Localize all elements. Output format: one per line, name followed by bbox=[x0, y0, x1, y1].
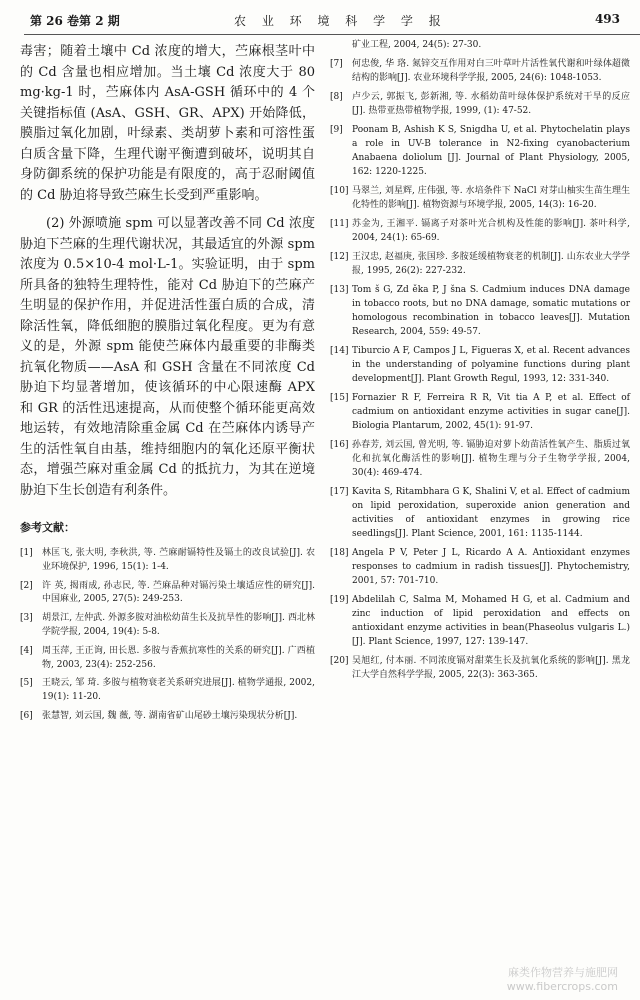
reference-text: 周玉萍, 王正询, 田长恩. 多胺与香蕉抗寒性的关系的研究[J]. 广西植物, 2003, 23(4): 252-256. bbox=[42, 645, 315, 670]
reference-number: [1] bbox=[20, 548, 33, 558]
reference-item bbox=[330, 250, 630, 278]
reference-item bbox=[330, 593, 630, 649]
reference-number: [15] bbox=[330, 393, 349, 403]
reference-item bbox=[330, 184, 630, 212]
reference-item bbox=[330, 123, 630, 179]
reference-text: Tiburcio A F, Campos J L, Figueras X, et al. Recent advances in the understanding of polyamine functions during plant development[J]. Plant Growth Regul, 1993, 12: 331-340. bbox=[352, 346, 630, 384]
reference-number: [11] bbox=[330, 219, 349, 229]
reference-item bbox=[330, 38, 630, 52]
reference-text: 王晓云, 邹 琦. 多胺与植物衰老关系研究进展[J]. 植物学通报, 2002, 19(1): 11-20. bbox=[42, 678, 315, 703]
reference-number: [7] bbox=[330, 59, 343, 69]
reference-text: Abdelilah C, Salma M, Mohamed H G, et al. Cadmium and zinc induction of lipid peroxidation and effects on antioxidant enzyme activities in bean(Phaseolus vulgaris L.)[J]. Plant Science, 1997, 127: 139-147. bbox=[352, 595, 630, 647]
reference-number: [9] bbox=[330, 125, 343, 135]
reference-item bbox=[330, 57, 630, 85]
reference-item bbox=[330, 283, 630, 339]
reference-item bbox=[20, 645, 315, 673]
header-rule bbox=[24, 34, 640, 35]
references-heading: 参考文献： bbox=[20, 521, 75, 534]
reference-number: [17] bbox=[330, 487, 349, 497]
reference-text: 矿业工程, 2004, 24(5): 27-30. bbox=[352, 40, 482, 50]
reference-text: 张慧智, 刘云国, 魏 薇, 等. 湖南省矿山尾砂土壤污染现状分析[J]. bbox=[42, 710, 298, 721]
left-column bbox=[20, 42, 315, 729]
reference-number: [6] bbox=[20, 710, 33, 721]
volume-issue: 第 26 卷第 2 期 bbox=[30, 14, 120, 28]
reference-item bbox=[330, 344, 630, 386]
conclusion-paragraph-1: 毒害；随着土壤中 Cd 浓度的增大，苎麻根茎叶中的 Cd 含量也相应增加。当土壤 Cd 浓度大于 80 mg·kg-1 时，苎麻体内 AsA-GSH 循环中的 4 个关键指标值 (AsA、GSH、GR、APX) 开始降低，膜脂过氧化加剧，叶绿素、类胡萝卜素和可溶性蛋白质含量下降，生理代谢平衡遭到破坏，说明其自身防御系统的保护功能是有限度的，高于忍耐阈值的 Cd 胁迫将导致苎麻生长受到严重影响。 bbox=[20, 44, 315, 203]
reference-item bbox=[330, 90, 630, 118]
page-header bbox=[24, 10, 620, 28]
reference-text: Angela P V, Peter J L, Ricardo A A. Antioxidant enzymes responses to cadmium in radish tissues[J]. Phytochemistry, 2001, 57: 701-710. bbox=[352, 548, 630, 586]
page-number: 493 bbox=[594, 12, 620, 26]
references-list-left bbox=[20, 547, 315, 724]
references-list-right bbox=[330, 38, 630, 682]
reference-text: Kavita S, Ritambhara G K, Shalini V, et al. Effect of cadmium on lipid peroxidation, superoxide anion generation and activities of antioxidant enzymes in growing rice seedlings[J]. Plant Science, 2001, 161: 1135-1144. bbox=[352, 487, 630, 539]
reference-number bbox=[330, 38, 352, 52]
reference-number: [3] bbox=[20, 613, 33, 624]
reference-number: [5] bbox=[20, 678, 33, 689]
reference-number: [20] bbox=[330, 656, 349, 666]
reference-number: [12] bbox=[330, 252, 349, 262]
reference-item bbox=[20, 612, 315, 640]
reference-number: [2] bbox=[20, 580, 33, 591]
reference-number: [14] bbox=[330, 346, 349, 356]
reference-text: Tom š G, Zd ěka P, J šna S. Cadmium induces DNA damage in tobacco roots, but no DNA damage, somatic mutations or homologous recombination in tobacco leaves[J]. Mutation Research, 2004, 559: 49-57. bbox=[352, 285, 630, 337]
reference-text: 胡景江, 左仲武. 外源多胺对油松幼苗生长及抗旱性的影响[J]. 西北林学院学报, 2004, 19(4): 5-8. bbox=[42, 613, 315, 637]
reference-item bbox=[330, 546, 630, 588]
reference-text: 许 英, 揭雨成, 孙志民, 等. 苎麻品种对镉污染土壤适应性的研究[J]. 中国麻业, 2005, 27(5): 249-253. bbox=[42, 580, 315, 605]
reference-number: [16] bbox=[330, 440, 349, 450]
conclusion-paragraph-2: (2) 外源喷施 spm 可以显著改善不同 Cd 浓度胁迫下苎麻的生理代谢状况，其最适宜的外源 spm 浓度为 0.5×10-4 mol·L-1。实验证明，由于 spm 所具备的独特生理特性，能对 Cd 胁迫下的苎麻产生明显的保护作用，并促进活性蛋白质的合成，清除活性氧，降低细胞的膜脂过氧化程度。更为有意义的是，外源 spm 能使苎麻体内最重要的非酶类抗氧化物质——AsA 和 GSH 含量在不同浓度 Cd 胁迫下均显著增加，使该循环的中心限速酶 APX 和 GR 的活性迅速提高，从而使整个循环能更高效地运转，有效地清除重金属 Cd 在苎麻体内诱导产生的活性氧自由基，维持细胞内的氧化还原平衡状态，增强苎麻对重金属 Cd 的抵抗力，为其在逆境胁迫下生长创造有利条件。 bbox=[20, 216, 315, 498]
reference-number: [13] bbox=[330, 285, 349, 295]
reference-text: 吴旭红, 付本丽. 不同浓度镉对甜菜生长及抗氧化系统的影响[J]. 黑龙江大学自然科学学报, 2005, 22(3): 363-365. bbox=[352, 656, 630, 680]
reference-item bbox=[330, 485, 630, 541]
reference-text: 卢少云, 郭振飞, 彭新湘, 等. 水稻幼苗叶绿体保护系统对干旱的反应[J]. 热带亚热带植物学报, 1999, (1): 47-52. bbox=[352, 92, 630, 116]
reference-item bbox=[330, 654, 630, 682]
reference-item bbox=[20, 547, 315, 575]
reference-item bbox=[20, 580, 315, 608]
reference-text: 马翠兰, 刘星辉, 庄伟强, 等. 水培条件下 NaCl 对芽山柚实生苗生理生化特性的影响[J]. 植物资源与环境学报, 2005, 14(3): 16-20. bbox=[352, 186, 630, 210]
reference-item bbox=[330, 217, 630, 245]
reference-text: Fornazier R F, Ferreira R R, Vit tia A P, et al. Effect of cadmium on antioxidant enzyme activities in sugar cane[J]. Biologia Plantarum, 2002, 45(1): 91-97. bbox=[352, 393, 630, 431]
watermark-url: www.fibercrops.com bbox=[506, 980, 618, 993]
reference-number: [19] bbox=[330, 595, 349, 605]
reference-number: [4] bbox=[20, 645, 33, 656]
journal-name: 农 业 环 境 科 学 学 报 bbox=[234, 14, 447, 28]
reference-item bbox=[20, 710, 315, 724]
right-column bbox=[330, 38, 630, 687]
reference-text: 苏金为, 王湘平. 镉离子对茶叶光合机构及性能的影响[J]. 茶叶科学, 2004, 24(1): 65-69. bbox=[352, 219, 630, 243]
watermark-title: 麻类作物营养与施肥网 bbox=[508, 966, 618, 979]
reference-text: 何忠俊, 华 珞. 氮锌交互作用对白三叶草叶片活性氧代谢和叶绿体超微结构的影响[J]. 农业环境科学学报, 2005, 24(6): 1048-1053. bbox=[352, 59, 630, 83]
reference-item bbox=[330, 391, 630, 433]
reference-item bbox=[330, 438, 630, 480]
reference-item bbox=[20, 677, 315, 705]
reference-number: [10] bbox=[330, 186, 349, 196]
reference-text: Poonam B, Ashish K S, Snigdha U, et al. Phytochelatin plays a role in UV-B tolerance in N2-fixing cyanobacterium Anabaena doliolum [J]. Journal of Plant Physiology, 2005, 162: 1220-1225. bbox=[352, 125, 630, 177]
reference-text: 孙春芳, 刘云国, 曾光明, 等. 镉胁迫对萝卜幼苗活性氧产生、脂质过氧化和抗氧化酶活性的影响[J]. 植物生理与分子生物学学报, 2004, 30(4): 469-474. bbox=[352, 440, 630, 478]
reference-text: 林匡飞, 张大明, 李秋洪, 等. 苎麻耐镉特性及镉土的改良试验[J]. 农业环境保护, 1996, 15(1): 1-4. bbox=[42, 548, 315, 572]
reference-text: 王汉忠, 赵福庚, 张国珍. 多胺延缓植物衰老的机制[J]. 山东农业大学学报, 1995, 26(2): 227-232. bbox=[352, 252, 630, 276]
watermark bbox=[507, 966, 618, 994]
reference-number: [8] bbox=[330, 92, 343, 102]
reference-number: [18] bbox=[330, 548, 349, 558]
